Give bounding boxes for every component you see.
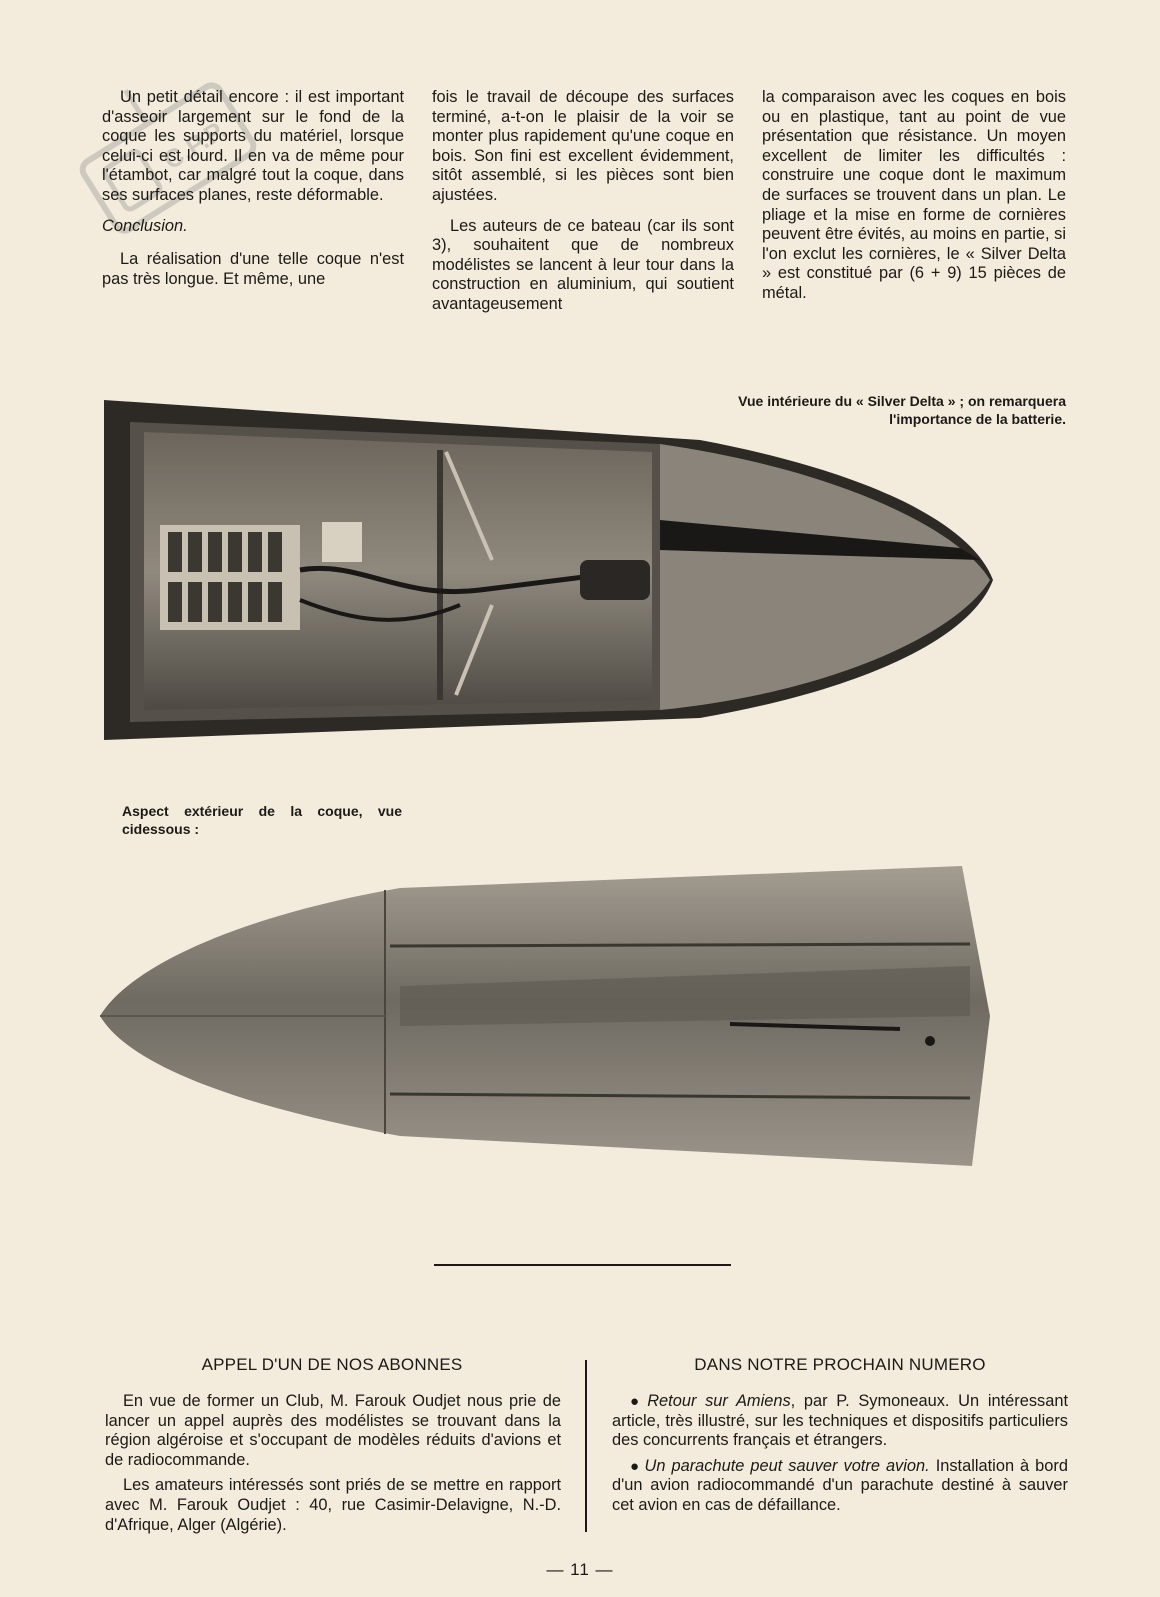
col2-paragraph-1: fois le travail de découpe des surfaces terminé, a-t-on le plaisir de la voir se monter plus rapidement qu'une coque en bois. Son fini est excellent évidemment, sitôt assemblé, si les pièces sont bien ajustées. bbox=[432, 88, 734, 204]
prochain-item-1-text: , par P. Symoneaux. Un intéressant article, très illustré, sur les techniques et dispositifs particuliers des concurrents français et étrangers. bbox=[612, 1392, 1069, 1450]
conclusion-heading: Conclusion. bbox=[102, 216, 188, 235]
prochain-item-2 bbox=[612, 1457, 1068, 1516]
bullet-icon: ● bbox=[630, 1457, 641, 1475]
col3-paragraph-1: la comparaison avec les coques en bois ou en plastique, tant au point de vue présentation que résistance. Un moyen excellent de limiter les difficultés : construire une coque dont le maximum de surfaces se trouvent dans un plan. Le pliage et la mise en forme de cornières peuvent être évités, au moins en partie, si l'on exclut les cornières, le « Silver Delta » est constitué par (6 + 9) 15 pièces de métal. bbox=[762, 88, 1066, 302]
watermark-text: C.P.P. bbox=[158, 113, 232, 176]
article-column-3 bbox=[762, 88, 1066, 315]
prochain-item-2-title: Un parachute peut sauver votre avion. bbox=[644, 1456, 930, 1475]
exterior-photo-caption: Aspect extérieur de la coque, vue cidessous : bbox=[122, 803, 402, 837]
interior-photo-caption: Vue intérieure du « Silver Delta » ; on remarquera l'importance de la batterie. bbox=[738, 393, 1066, 427]
prochain-item-1 bbox=[612, 1392, 1068, 1451]
bullet-icon: ● bbox=[630, 1393, 644, 1410]
hull-interior-photo bbox=[100, 400, 1015, 760]
hull-exterior-photo bbox=[100, 866, 1015, 1184]
appel-paragraph-2: Les amateurs intéressés sont priés de se mettre en rapport avec M. Farouk Oudjet : 40, rue Casimir-Delavigne, N.-D. d'Afrique, Alger (Algérie). bbox=[105, 1476, 561, 1534]
appel-title: APPEL D'UN DE NOS ABONNES bbox=[201, 1355, 463, 1374]
article-column-1 bbox=[102, 88, 404, 300]
column-divider bbox=[585, 1360, 587, 1532]
col1-paragraph-1: Un petit détail encore : il est important d'asseoir largement sur le fond de la coque les supports du matériel, lorsque celui-ci est lourd. Il en va de même pour l'étambot, car malgré tout la coque, dans ses surfaces planes, reste déformable. bbox=[102, 88, 404, 204]
prochain-body bbox=[612, 1392, 1068, 1522]
col2-paragraph-2: Les auteurs de ce bateau (car ils sont 3), souhaitent que de nombreux modélistes se lancent à leur tour dans la construction en aluminium, qui soutient avantageusement bbox=[432, 216, 734, 313]
section-divider bbox=[434, 1264, 731, 1266]
prochain-item-2-text: Installation à bord d'un avion radiocommandé d'un parachute destiné à sauver cet avion en cas de défaillance. bbox=[612, 1456, 1068, 1514]
appel-body bbox=[105, 1392, 561, 1541]
appel-paragraph-1: En vue de former un Club, M. Farouk Oudjet nous prie de lancer un appel auprès des modélistes se trouvant dans la région algéroise et s'occupant de modèles réduits d'avions et de radiocommande. bbox=[105, 1392, 561, 1469]
col1-paragraph-2: La réalisation d'une telle coque n'est pas très longue. Et même, une bbox=[102, 250, 404, 288]
prochain-title: DANS NOTRE PROCHAIN NUMERO bbox=[694, 1355, 986, 1374]
article-column-2 bbox=[432, 88, 734, 326]
page-number: — 11 — bbox=[546, 1560, 614, 1579]
prochain-item-1-title: Retour sur Amiens bbox=[647, 1392, 791, 1410]
